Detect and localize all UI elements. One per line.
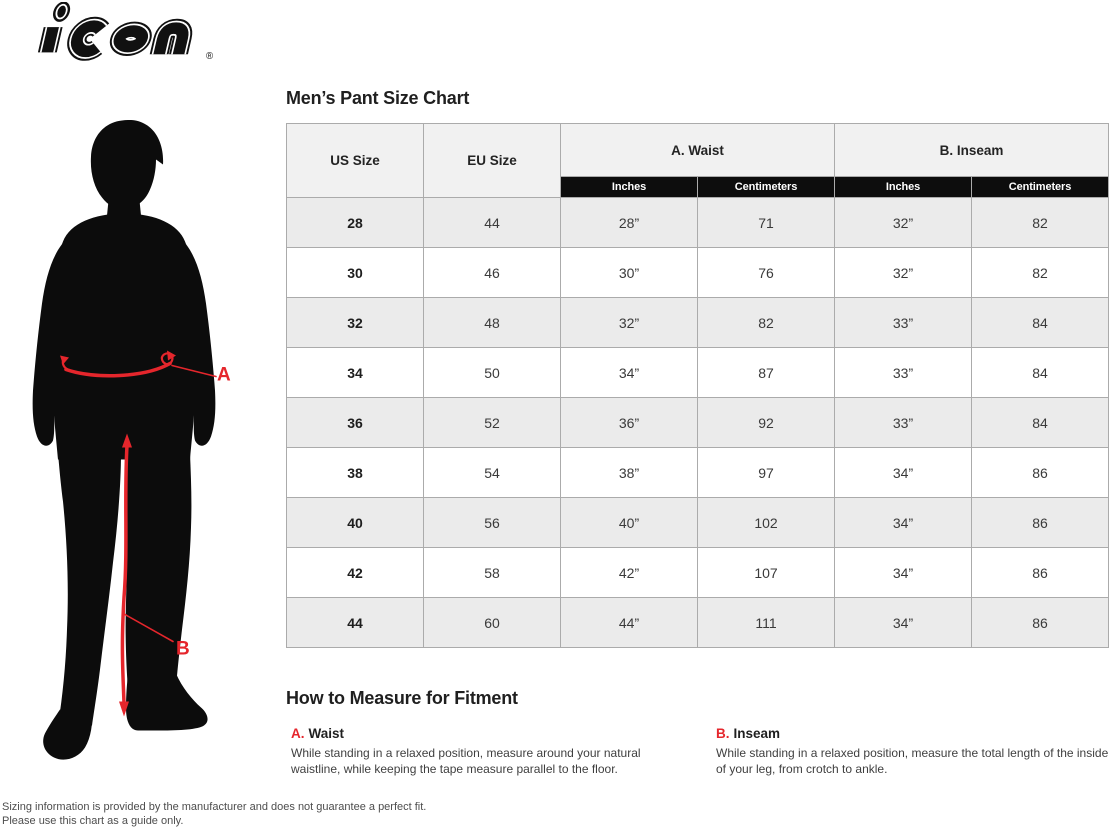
fitment-section-title: How to Measure for Fitment [286, 688, 518, 708]
us-size-cell: 44 [287, 598, 424, 648]
waist-fitment-heading [291, 726, 693, 741]
inseam-fitment-name: Inseam [733, 726, 781, 741]
size-table-body [287, 198, 1109, 648]
inseam-group-header: B. Inseam [835, 124, 1109, 177]
waist-inches-cell: 42” [561, 548, 698, 598]
us-size-cell: 32 [287, 298, 424, 348]
waist-cm-cell: 97 [698, 448, 835, 498]
inseam-cm-cell: 84 [972, 398, 1109, 448]
waist-group-header: A. Waist [561, 124, 835, 177]
waist-cm-cell: 71 [698, 198, 835, 248]
waist-fitment-name: Waist [308, 726, 345, 741]
inseam-fitment-description: While standing in a relaxed position, measure the total length of the inside of your leg, from crotch to ankle. [716, 746, 1109, 776]
size-table-row [287, 348, 1109, 398]
waist-cm-cell: 82 [698, 298, 835, 348]
size-chart-table-container [286, 123, 1109, 648]
waist-inches-cell: 34” [561, 348, 698, 398]
icon-brand-logo [6, 2, 230, 62]
us-size-cell: 42 [287, 548, 424, 598]
inseam-cm-cell: 84 [972, 348, 1109, 398]
inseam-cm-cell: 84 [972, 298, 1109, 348]
inseam-inches-cell: 34” [835, 498, 972, 548]
us-size-cell: 38 [287, 448, 424, 498]
inseam-cm-cell: 86 [972, 498, 1109, 548]
icon-logo-letters [44, 2, 191, 54]
eu-size-cell: 56 [424, 498, 561, 548]
inseam-cm-cell: 86 [972, 448, 1109, 498]
inseam-inches-subheader: Inches [835, 177, 972, 198]
eu-size-cell: 44 [424, 198, 561, 248]
inseam-inches-cell: 32” [835, 248, 972, 298]
waist-cm-cell: 92 [698, 398, 835, 448]
inseam-inches-cell: 32” [835, 198, 972, 248]
us-size-cell: 28 [287, 198, 424, 248]
waist-fitment-item [291, 726, 693, 777]
waist-inches-cell: 28” [561, 198, 698, 248]
measurement-figure [20, 116, 270, 764]
waist-inches-cell: 38” [561, 448, 698, 498]
us-size-cell: 36 [287, 398, 424, 448]
inseam-inches-cell: 33” [835, 348, 972, 398]
size-chart-table [286, 123, 1109, 648]
disclaimer-line-1: Sizing information is provided by the manufacturer and does not guarantee a perfect fit. [2, 801, 427, 813]
eu-size-cell: 50 [424, 348, 561, 398]
size-table-row [287, 398, 1109, 448]
sizing-disclaimer [2, 801, 426, 829]
us-size-cell: 34 [287, 348, 424, 398]
inseam-cm-cell: 82 [972, 198, 1109, 248]
waist-fitment-description: While standing in a relaxed position, measure around your natural waistline, while keeping the tape measure parallel to the floor. [291, 746, 641, 776]
waist-cm-cell: 111 [698, 598, 835, 648]
inseam-inches-cell: 33” [835, 298, 972, 348]
us-size-cell: 40 [287, 498, 424, 548]
inseam-centimeters-subheader: Centimeters [972, 177, 1109, 198]
us-size-cell: 30 [287, 248, 424, 298]
eu-size-cell: 58 [424, 548, 561, 598]
inseam-inches-cell: 33” [835, 398, 972, 448]
size-table-row [287, 498, 1109, 548]
eu-size-cell: 48 [424, 298, 561, 348]
inseam-inches-cell: 34” [835, 448, 972, 498]
eu-size-cell: 54 [424, 448, 561, 498]
inseam-fitment-letter: B. [716, 726, 730, 741]
waist-inches-cell: 32” [561, 298, 698, 348]
waist-inches-cell: 36” [561, 398, 698, 448]
disclaimer-line-2: Please use this chart as a guide only. [2, 814, 184, 827]
waist-inches-cell: 30” [561, 248, 698, 298]
inseam-fitment-heading [716, 726, 1109, 741]
waist-cm-cell: 76 [698, 248, 835, 298]
waist-inches-cell: 40” [561, 498, 698, 548]
waist-centimeters-subheader: Centimeters [698, 177, 835, 198]
eu-size-cell: 60 [424, 598, 561, 648]
waist-inches-cell: 44” [561, 598, 698, 648]
size-table-row [287, 448, 1109, 498]
eu-size-cell: 52 [424, 398, 561, 448]
inseam-inches-cell: 34” [835, 548, 972, 598]
us-size-column-header: US Size [287, 124, 424, 198]
inseam-inches-cell: 34” [835, 598, 972, 648]
waist-fitment-letter: A. [291, 726, 305, 741]
inseam-label-b: B [176, 638, 190, 660]
eu-size-column-header: EU Size [424, 124, 561, 198]
size-chart-title: Men’s Pant Size Chart [286, 88, 470, 108]
inseam-fitment-item [716, 726, 1109, 777]
size-table-row [287, 548, 1109, 598]
inseam-cm-cell: 86 [972, 598, 1109, 648]
size-table-row [287, 598, 1109, 648]
registered-mark: ® [206, 51, 214, 62]
inseam-cm-cell: 86 [972, 548, 1109, 598]
waist-cm-cell: 87 [698, 348, 835, 398]
table-header-row [287, 124, 1109, 177]
size-table-row [287, 298, 1109, 348]
inseam-cm-cell: 82 [972, 248, 1109, 298]
waist-cm-cell: 107 [698, 548, 835, 598]
eu-size-cell: 46 [424, 248, 561, 298]
waist-label-a: A [217, 364, 231, 386]
size-table-row [287, 198, 1109, 248]
waist-inches-subheader: Inches [561, 177, 698, 198]
size-table-row [287, 248, 1109, 298]
waist-cm-cell: 102 [698, 498, 835, 548]
